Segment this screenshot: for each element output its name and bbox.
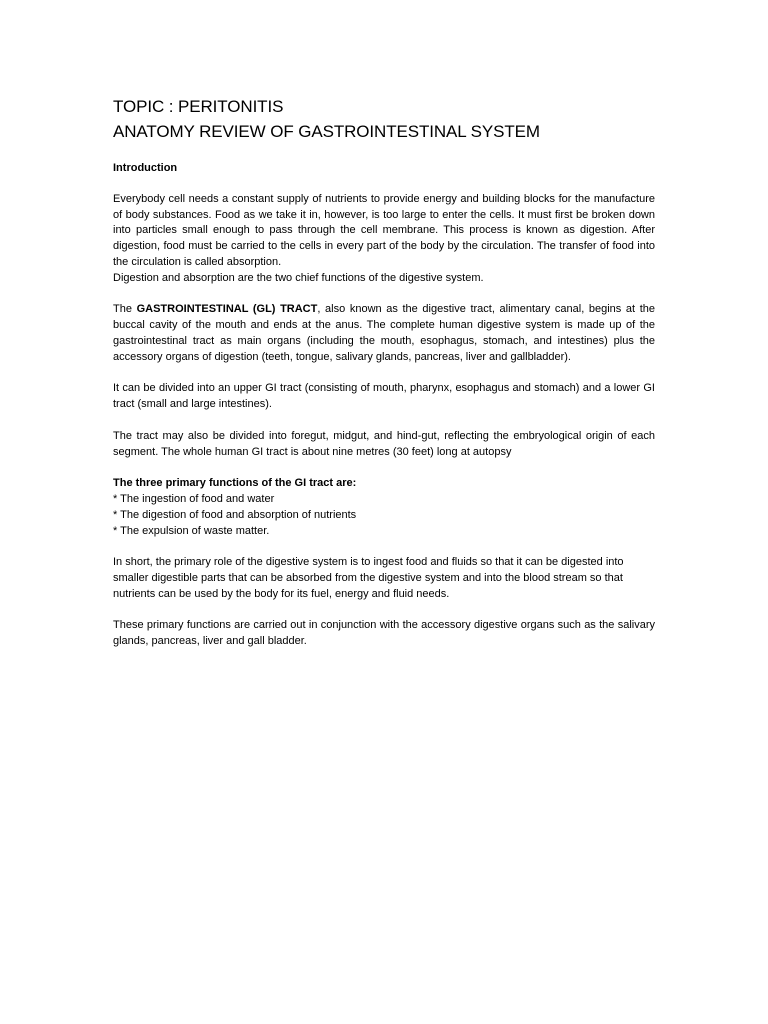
paragraph-intro-tail: Digestion and absorption are the two chief functions of the digestive system. [113,271,484,284]
function-item-expulsion: * The expulsion of waste matter. [113,524,270,537]
paragraph-gi-tract [113,302,655,365]
functions-heading: The three primary functions of the GI tract are: [113,477,357,490]
document-page [113,94,655,650]
spacer [113,144,655,160]
document-title-topic: TOPIC : PERITONITIS [113,97,284,116]
function-item-ingestion: * The ingestion of food and water [113,492,275,505]
paragraph-gi-tract-prefix: The [113,303,137,316]
paragraph-accessory-organs: These primary functions are carried out in conjunction with the accessory digestive organs such as the salivary glands, pancreas, liver and gall bladder. [113,619,655,648]
term-gastrointestinal-tract: GASTROINTESTINAL (GL) TRACT [136,303,318,316]
document-title-subject: ANATOMY REVIEW OF GASTROINTESTINAL SYSTEM [113,122,540,141]
function-item-digestion: * The digestion of food and absorption of nutrients [113,508,357,521]
paragraph-intro: Everybody cell needs a constant supply of nutrients to provide energy and building blocks for the manufacture of body substances. Food as we take it in, however, is too large to enter the cells. It must first be broken down into particles small enough to pass through the cell membrane. This process is known as digestion. After digestion, food must be carried to the cells in every part of the body by the circulation. The transfer of food into the circulation is called absorption. [113,192,655,268]
section-heading-introduction: Introduction [113,162,178,174]
paragraph-gi-tract-rest: , also known as the digestive tract, alimentary canal, begins at the buccal cavity of the mouth and ends at the anus. The complete human digestive system is made up of the gastrointestinal tract as main organs (including the mouth, esophagus, stomach, and intestines) plus the accessory organs of digestion (teeth, tongue, salivary glands, pancreas, liver and gallbladder). [113,303,656,363]
paragraph-embryology: The tract may also be divided into foregut, midgut, and hind-gut, reflecting the embryological origin of each segment. The whole human GI tract is about nine metres (30 feet) long at autopsy [113,429,655,458]
paragraph-primary-role: In short, the primary role of the digestive system is to ingest food and fluids so that it can be digested into smaller digestible parts that can be absorbed from the digestive system and into the blood stream so that nutrients can be used by the body for its fuel, energy and fluid needs. [113,556,624,600]
paragraph-divisions: It can be divided into an upper GI tract (consisting of mouth, pharynx, esophagus and stomach) and a lower GI tract (small and large intestines). [113,382,655,411]
